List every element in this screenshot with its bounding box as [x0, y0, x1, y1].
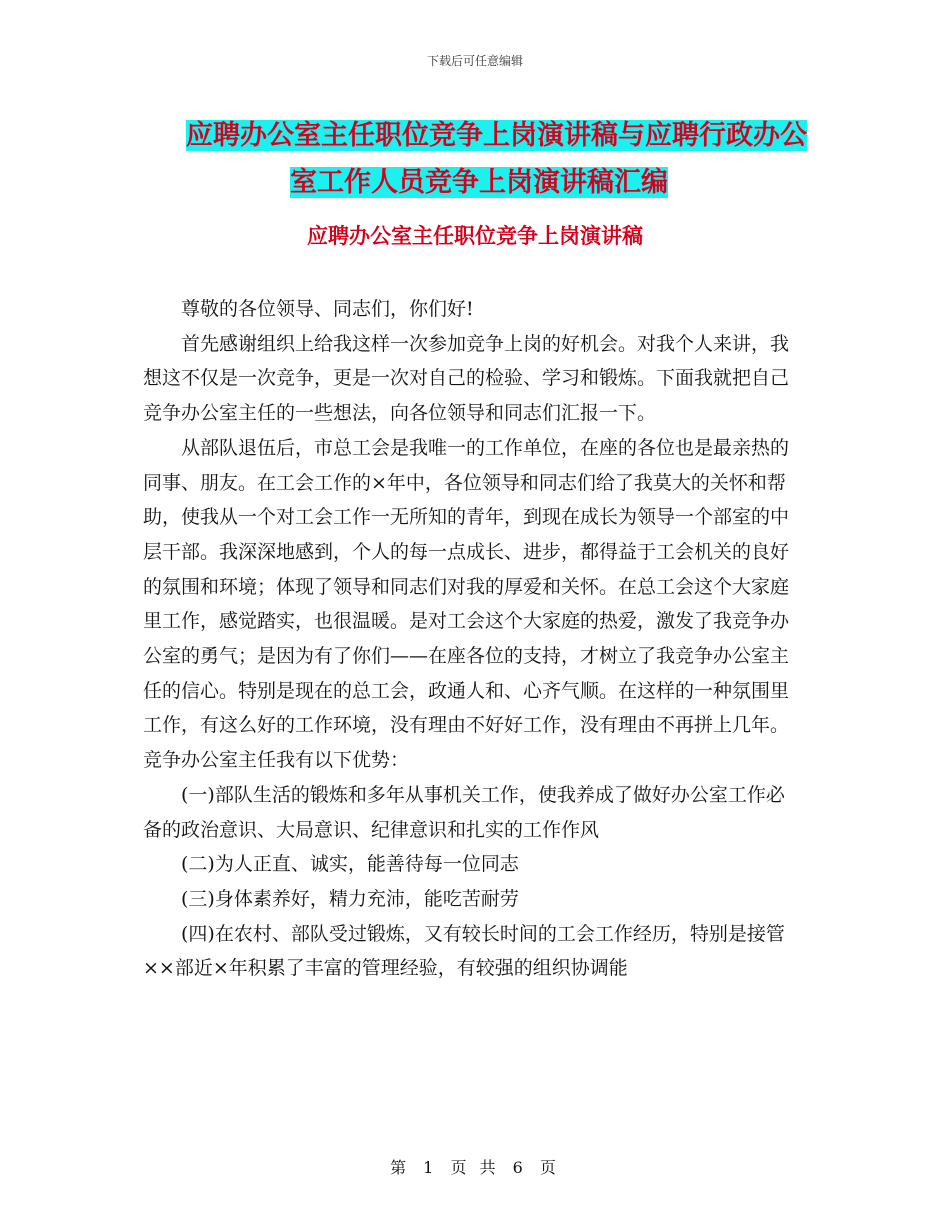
paragraph-greeting: 尊敬的各位领导、同志们，你们好! — [181, 298, 474, 320]
title-line-2-text: 室工作人员竞争上岗演讲稿汇编 — [290, 167, 668, 198]
section-title: 应聘办公室主任职位竞争上岗演讲稿 — [307, 224, 643, 248]
footer-prefix: 第 — [390, 1158, 411, 1177]
paragraph-advantage-4: (四)在农村、部队受过锻炼，又有较长时间的工会工作经历，特别是接管××部近×年积累了丰富的管理经验，有较强的组织协调能 — [143, 922, 785, 980]
body-text — [143, 292, 803, 986]
footer-total-pages: 6 — [512, 1158, 527, 1177]
footer-suffix: 页 — [539, 1158, 560, 1177]
title-line-1 — [186, 112, 826, 159]
paragraph-advantage-2: (二)为人正直、诚实，能善待每一位同志 — [181, 853, 519, 876]
page-footer — [0, 1155, 950, 1178]
footer-page-number: 1 — [423, 1158, 438, 1177]
footer-middle: 页 共 — [450, 1158, 500, 1177]
paragraph-intro: 首先感谢组织上给我这样一次参加竞争上岗的好机会。对我个人来讲，我想这不仅是一次竞争，更是一次对自己的检验、学习和锻炼。下面我就把自己竞争办公室主任的一些想法，向各位领导和同志们汇报一下。 — [143, 332, 790, 425]
header-note: 下载后可任意编辑 — [426, 54, 523, 68]
title-line-2 — [186, 159, 826, 206]
paragraph-advantage-1: (一)部队生活的锻炼和多年从事机关工作，使我养成了做好办公室工作必备的政治意识、大局意识、纪律意识和扎实的工作作风 — [143, 783, 785, 841]
title-line-1-text: 应聘办公室主任职位竞争上岗演讲稿与应聘行政办公 — [186, 120, 807, 151]
paragraph-background: 从部队退伍后，市总工会是我唯一的工作单位，在座的各位也是最亲热的同事、朋友。在工会工作的×年中，各位领导和同志们给了我莫大的关怀和帮助，使我从一个对工会工作一无所知的青年，到现在成长为领导一个部室的中层干部。我深深地感到，个人的每一点成长、进步，都得益于工会机关的良好的氛围和环境；体现了领导和同志们对我的厚爱和关怀。在总工会这个大家庭里工作，感觉踏实，也很温暖。是对工会这个大家庭的热爱，激发了我竞争办公室的勇气；是因为有了你们——在座各位的支持，才树立了我竞争办公室主任的信心。特别是现在的总工会，政通人和、心齐气顺。在这样的一种氛围里工作，有这么好的工作环境，没有理由不好好工作，没有理由不再拼上几年。竞争办公室主任我有以下优势： — [143, 436, 790, 772]
document-title — [186, 112, 826, 206]
paragraph-advantage-3: (三)身体素养好，精力充沛，能吃苦耐劳 — [181, 887, 519, 910]
